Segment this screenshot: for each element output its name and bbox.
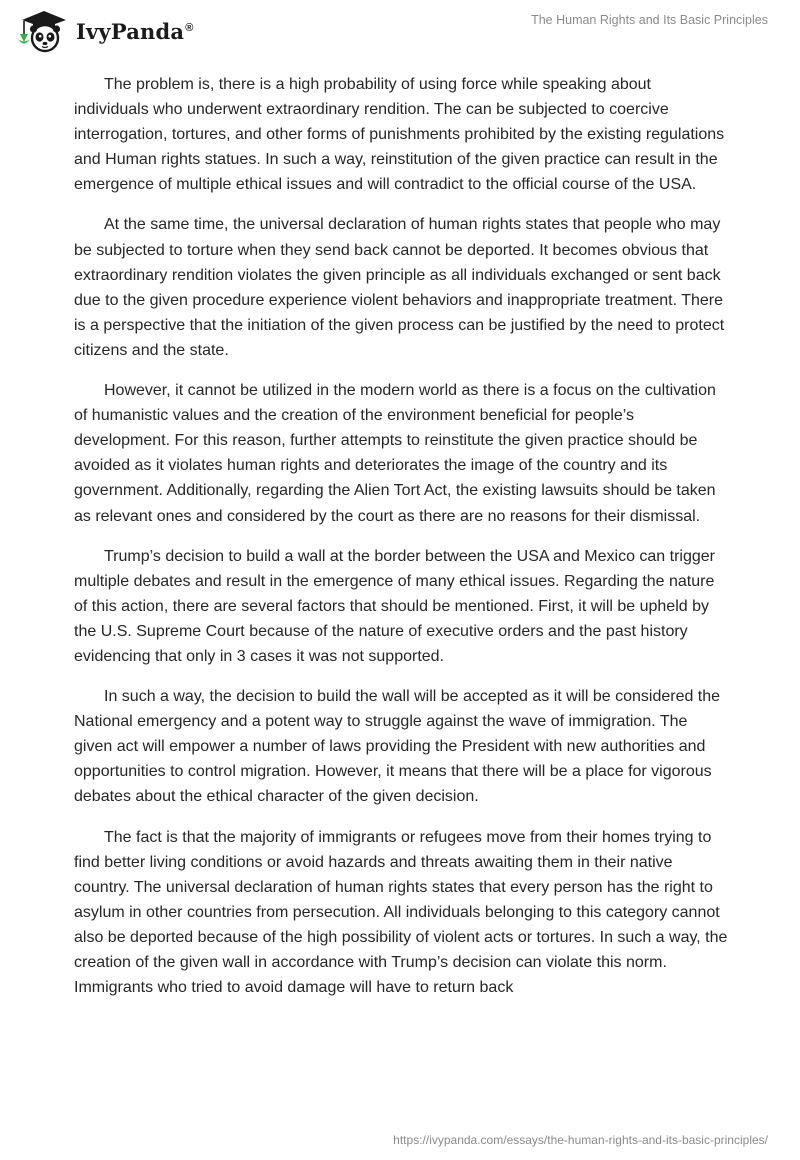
registered-mark: ® <box>185 21 194 34</box>
source-url[interactable]: https://ivypanda.com/essays/the-human-rights-and-its-basic-principles/ <box>393 1133 768 1147</box>
paragraph: Trump’s decision to build a wall at the border between the USA and Mexico can trigger multiple debates and result in the emergence of many ethical issues. Regarding the nature of this action, there are several factors that should be mentioned. First, it will be upheld by the U.S. Supreme Court because of the nature of executive orders and the past history evidencing that only in 3 cases it was not supported. <box>74 547 715 665</box>
ivypanda-logo[interactable] <box>14 8 194 54</box>
paragraph: The fact is that the majority of immigrants or refugees move from their homes trying to find better living conditions or avoid hazards and threats awaiting them in their native country. The universal declaration of human rights states that every person has the right to asylum in other countries from persecution. All individuals belonging to this category cannot also be deported because of the high possibility of violent acts or tortures. In such a way, the creation of the given wall in accordance with Trump’s decision can violate this norm. Immigrants who tried to avoid damage will have to return back <box>74 828 728 997</box>
paragraph: At the same time, the universal declaration of human rights states that people who may be subjected to torture when they send back cannot be deported. It becomes obvious that extraordinary rendition violates the given principle as all individuals exchanged or sent back due to the given procedure experience violent behaviors and inappropriate treatment. There is a perspective that the initiation of the given process can be justified by the need to protect citizens and the state. <box>74 216 725 359</box>
logo-wordmark <box>76 19 194 44</box>
paragraph: However, it cannot be utilized in the modern world as there is a focus on the cultivation of humanistic values and the creation of the environment beneficial for people’s development. For this reason, further attempts to reinstitute the given practice should be avoided as it violates human rights and deteriorates the image of the country and its government. Additionally, regarding the Alien Tort Act, the existing lawsuits should be taken as relevant ones and considered by the court as there are no reasons for their dismissal. <box>74 382 716 525</box>
logo-text: IvyPanda <box>76 18 185 44</box>
essay-body <box>74 72 730 1015</box>
paragraph: The problem is, there is a high probability of using force while speaking about individuals who underwent extraordinary rendition. The can be subjected to coercive interrogation, tortures, and other forms of punishments prohibited by the existing regulations and Human rights statues. In such a way, reinstitution of the given practice can result in the emergence of multiple ethical issues and will contradict to the official course of the USA. <box>74 76 725 194</box>
document-title: The Human Rights and Its Basic Principles <box>531 13 768 27</box>
paragraph: In such a way, the decision to build the wall will be accepted as it will be considered the National emergency and a potent way to struggle against the wave of immigration. The given act will empower a number of laws providing the President with new authorities and opportunities to control migration. However, it means that there will be a place for vigorous debates about the ethical character of the given decision. <box>74 688 721 806</box>
panda-graduation-cap-icon <box>14 8 70 54</box>
page-header <box>0 0 800 60</box>
